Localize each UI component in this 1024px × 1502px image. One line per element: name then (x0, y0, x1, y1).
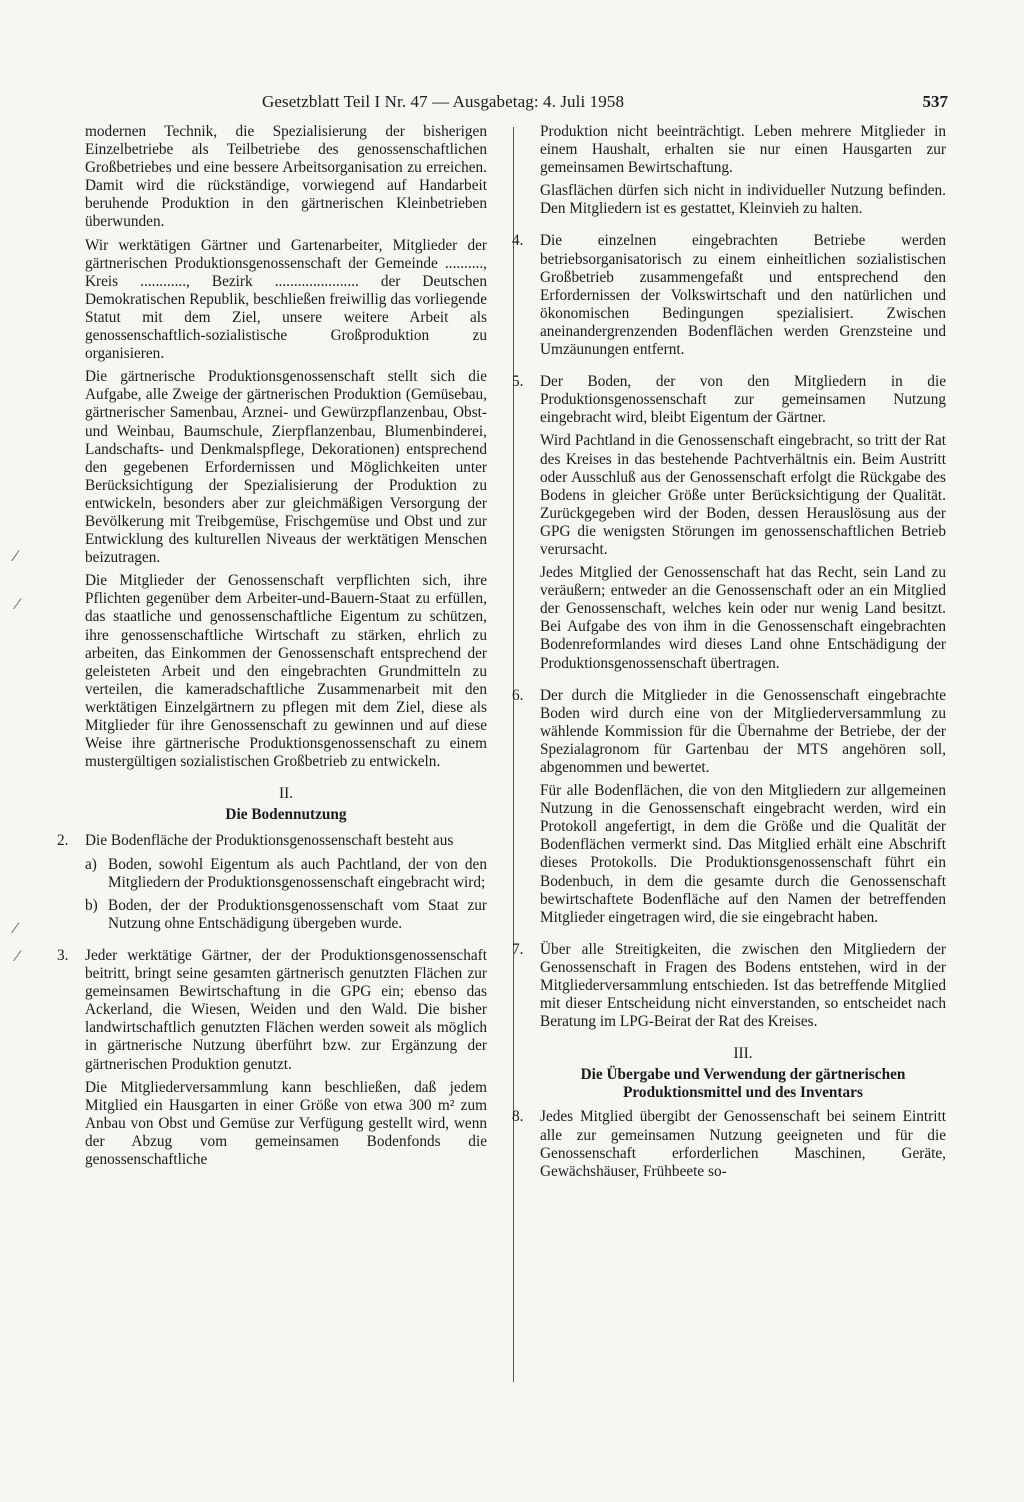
sub-item-label: b) (85, 896, 98, 914)
item-number: 2. (57, 832, 69, 850)
running-head: Gesetzblatt Teil I Nr. 47 — Ausgabetag: 4. Juli 1958 (262, 92, 625, 111)
item-text: Der Boden, der von den Mitgliedern in die Produktionsgenossenschaft zur gemeinsamen Nutzung eingebracht wird, bleibt Eigentum der Gärtner. (540, 373, 946, 427)
item-text: Für alle Bodenflächen, die von den Mitgliedern zur allgemeinen Nutzung in die Genossenschaft eingebracht werden, wird ein Protokoll angefertigt, in dem die Größe und die Qualität der Bodenflächen vermerkt sind. Das Mitglied erhält eine Abschrift dieses Protokolls. Die Produktionsgenossenschaft führt ein Bodenbuch, in dem die gesamte durch die Genossenschaft bewirtschaftete Bodenfläche auf den Namen der betreffenden Mitglieder eingetragen wird, die sie eingebracht haben. (540, 782, 946, 926)
paragraph: modernen Technik, die Spezialisierung der bisherigen Einzelbetriebe als Teilbetriebe des genossenschaftlichen Großbetriebes und eine bessere Arbeitsorganisation zu erreichen. Damit wird die rückständige, vorwiegend auf Handarbeit beruhende Produktion in den gärtnerischen Kleinbetrieben überwunden. (85, 123, 487, 231)
item-text: Jeder werktätige Gärtner, der der Produktionsgenossenschaft beitritt, bringt seine gesamten gärtnerisch genutzten Flächen zur gemeinsamen Bewirtschaftung in die GPG ein; ebenso das Ackerland, die Wiesen, Weiden und den Wald. Die bisher landwirtschaftlich genutzten Flächen werden soweit als möglich in gärtnerische Nutzung überführt bzw. zur Ergänzung der gärtnerischen Produktion genutzt. (85, 946, 487, 1073)
list-item (512, 1108, 946, 1180)
margin-mark: ⁄ (16, 948, 19, 965)
item-number: 8. (512, 1108, 524, 1126)
item-text: Jedes Mitglied der Genossenschaft hat das Recht, sein Land zu veräußern; entweder an die Genossenschaft oder an ein Mitglied der Genossenschaft, welches kein oder nur wenig Land besitzt. Bei Aufgabe des von ihm in die Genossenschaft eingebrachten Bodenreformlandes wird dieses Land ohne Entschädigung der Produktionsgenossenschaft übertragen. (540, 564, 946, 672)
item-number: 7. (512, 940, 524, 958)
item-number: 3. (57, 946, 69, 964)
margin-mark: ⁄ (16, 596, 19, 613)
sub-item-text: Boden, der der Produktionsgenossenschaft vom Staat zur Nutzung ohne Entschädigung übergeben wurde. (108, 896, 487, 932)
list-item (512, 940, 946, 1031)
item-text: Der durch die Mitglieder in die Genossenschaft eingebrachte Boden wird durch eine von der Mitgliederversammlung zu wählende Kommission für die Übernahme der Betriebe, der der Spezialagronom für Gartenbau der MTS angehören soll, abgenommen und bewertet. (540, 686, 946, 776)
paragraph: Die gärtnerische Produktionsgenossenschaft stellt sich die Aufgabe, alle Zweige der gärtnerischen Produktion (Gemüsebau, gärtnerischer Samenbau, Arznei- und Gewürzpflanzenbau, Obst- und Weinbau, Baumschule, Zierpflanzenbau, Blumenbinderei, Landschafts- und Denkmalspflege, Dekorationen) entsprechend den gegebenen Erfordernissen und Möglichkeiten unter Berücksichtigung der Spezialisierung der Produktion zu entwickeln, besonders aber zur gleichmäßigen Versorgung der Bevölkerung mit Treibgemüse, Frischgemüse und Obst und zur Entwicklung des kulturellen Niveaus der werktätigen Menschen beizutragen. (85, 368, 487, 567)
left-column (57, 123, 487, 1174)
item-text: Jedes Mitglied übergibt der Genossenschaft bei seinem Eintritt alle zur gemeinsamen Nutzung geeigneten und für die Genossenschaft erforderlichen Maschinen, Geräte, Gewächshäuser, Frühbeete so- (540, 1108, 946, 1180)
list-item (512, 232, 946, 359)
sub-item-text: Boden, sowohl Eigentum als auch Pachtland, der von den Mitgliedern der Produktionsgenossenschaft eingebracht wird; (108, 855, 487, 891)
section-title: Die Bodennutzung (225, 806, 347, 824)
list-item (57, 832, 487, 932)
sub-item-label: a) (85, 855, 97, 873)
section-title: Produktionsmittel und des Inventars (623, 1083, 863, 1101)
item-number: 4. (512, 232, 524, 250)
item-text: Wird Pachtland in die Genossenschaft eingebracht, so tritt der Rat des Kreises in das bestehende Pachtverhältnis ein. Beim Austritt oder Ausschluß aus der Genossenschaft erfolgt die Rückgabe des Bodens in gleicher Größe unter Berücksichtigung der Qualität. Zurückgegeben wird der Boden, dessen Herauslösung aus der GPG die wenigsten Störungen im genossenschaftlichen Betrieb verursacht. (540, 432, 946, 558)
item-text: Über alle Streitigkeiten, die zwischen den Mitgliedern der Genossenschaft in Fragen des Bodens entstehen, wird in der Mitgliederversammlung entschieden. Ist das betreffende Mitglied mit dieser Entscheidung nicht einverstanden, so entscheidet nach Beratung im LPG-Beirat der Rat des Kreises. (540, 940, 946, 1031)
right-column (512, 123, 946, 1186)
section-title: Die Übergabe und Verwendung der gärtnerischen (580, 1066, 906, 1084)
item-text: Die einzelnen eingebrachten Betriebe werden betriebsorganisatorisch zu einem einheitlichen sozialistischen Großbetrieb zusammengefaßt und entsprechend den Erfordernissen der Volkswirtschaft und den natürlichen und ökonomischen Bedingungen spezialisiert. Zwischen aneinandergrenzenden Bodenflächen werden Grenzsteine und Umzäunungen entfernt. (540, 232, 946, 359)
paragraph: Die Mitglieder der Genossenschaft verpflichten sich, ihre Pflichten gegenüber dem Arbeiter-und-Bauern-Staat zu erfüllen, das staatliche und genossenschaftliche Eigentum zu schützen, ihre genossenschaftliche Wirtschaft zu stärken, ehrlich zu arbeiten, das Einkommen der Genossenschaft entsprechend der geleisteten Arbeit und den eingebrachten Grundmitteln zu verteilen, die kameradschaftliche Zusammenarbeit mit den werktätigen Einzelgärtnern zu pflegen mit dem Ziel, diese als Mitglieder für ihre Genossenschaft zu gewinnen und auf diese Weise ihre gärtnerische Produktionsgenossenschaft zu einem mustergültigen sozialistischen Großbetrieb zu entwickeln. (85, 572, 487, 771)
list-item (57, 946, 487, 1169)
page-number: 537 (922, 92, 948, 111)
item-number: 6. (512, 686, 524, 704)
section-number: III. (733, 1045, 753, 1063)
sub-item (85, 897, 487, 933)
item-number: 5. (512, 373, 524, 391)
list-item (512, 686, 946, 927)
section-number: II. (278, 785, 293, 803)
list-item (512, 373, 946, 673)
item-text: Die Mitgliederversammlung kann beschließen, daß jedem Mitglied ein Hausgarten in einer Größe von etwa 300 m² zum Anbau von Obst und Gemüse zur Verfügung gestellt wird, wenn der Abzug vom gemeinsamen Bodenfonds die genossenschaftliche (85, 1078, 487, 1168)
column-rule (513, 127, 514, 1382)
margin-mark: ⁄ (14, 548, 17, 565)
paragraph: Glasflächen dürfen sich nicht in individueller Nutzung befinden. Den Mitgliedern ist es gestattet, Kleinvieh zu halten. (540, 182, 946, 218)
sub-item (85, 856, 487, 892)
item-text: Die Bodenfläche der Produktionsgenossenschaft besteht aus (85, 832, 454, 850)
paragraph: Produktion nicht beeinträchtigt. Leben mehrere Mitglieder in einem Haushalt, erhalten sie nur einen Hausgarten zur gemeinsamen Bewirtschaftung. (540, 123, 946, 177)
paragraph: Wir werktätigen Gärtner und Gartenarbeiter, Mitglieder der gärtnerischen Produktionsgenossenschaft der Gemeinde .........., Kreis ............, Bezirk ...................... der Deutschen Demokratischen Republik, beschließen freiwillig das vorliegende Statut mit dem Ziel, unsere weitere Arbeit als genossenschaftlich-sozialistische Großproduktion zu organisieren. (85, 236, 487, 363)
margin-mark: ⁄ (14, 920, 17, 937)
